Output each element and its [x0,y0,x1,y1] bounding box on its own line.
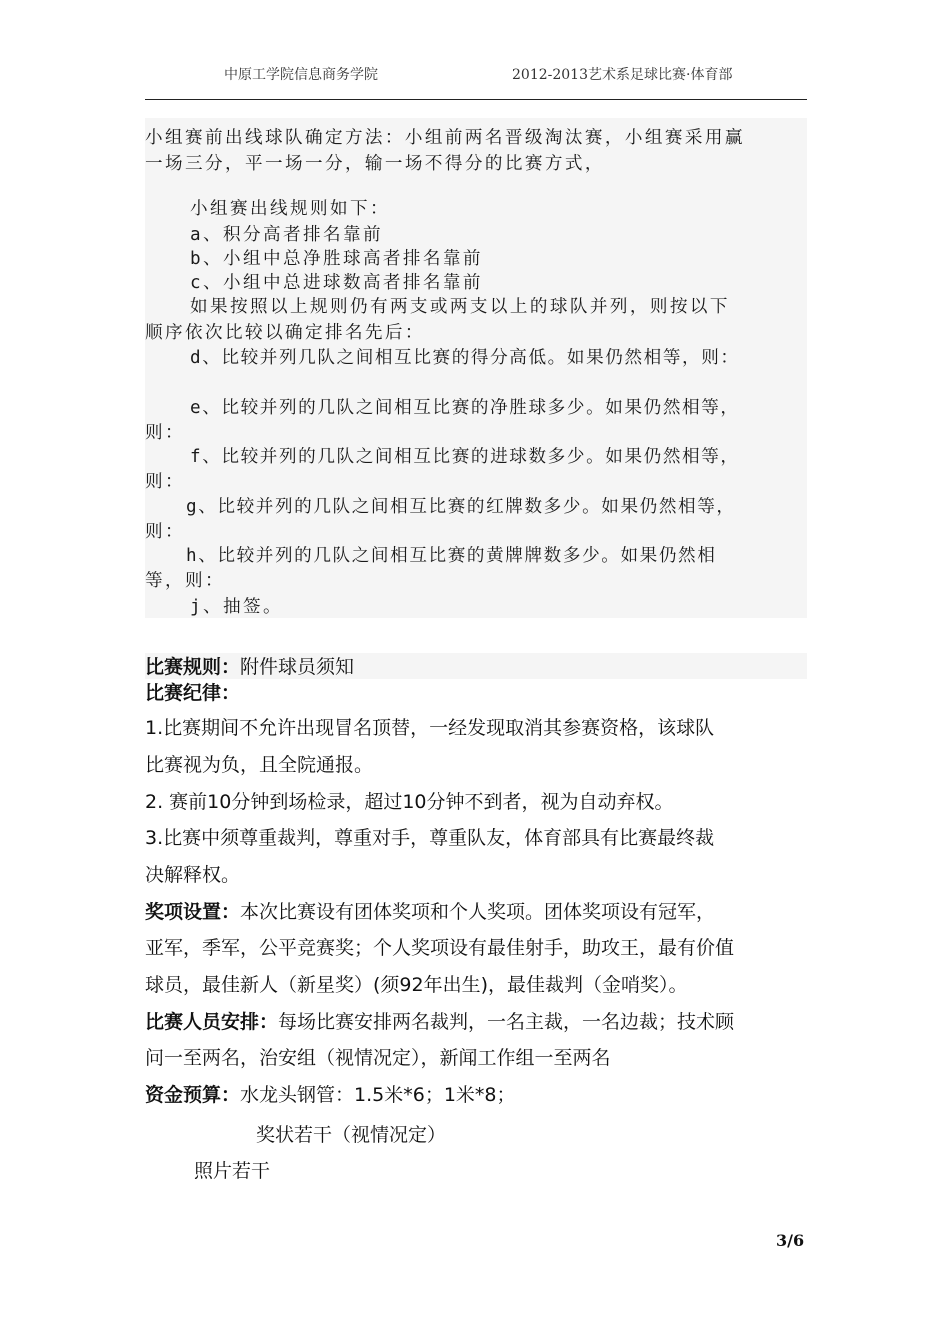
rule-b: b、小组中总净胜球高者排名靠前 [190,249,483,269]
awards-line2: 亚军，季军，公平竞赛奖；个人奖项设有最佳射手，助攻王，最有价值 [145,937,735,959]
rule-e-line1: e、比较并列的几队之间相互比赛的净胜球多少。如果仍然相等， [190,398,740,418]
awards-line1 [145,897,715,927]
awards-line3: 球员，最佳新人（新星奖）(须92年出生)，最佳裁判（金哨奖）。 [145,974,688,996]
budget-line2: 奖状若干（视情况定） [256,1124,447,1146]
discipline-item2: 2. 赛前10分钟到场检录，超过10分钟不到者，视为自动弃权。 [145,791,674,813]
rule-f-line1: f、比较并列的几队之间相互比赛的进球数多少。如果仍然相等， [190,447,740,467]
discipline-item1-line2: 比赛视为负，且全院通报。 [145,754,374,776]
rule-f-line2: 则： [145,472,185,492]
page-header [0,64,950,88]
discipline-item3-line2: 决解释权。 [145,864,241,886]
rule-a: a、积分高者排名靠前 [190,225,383,245]
rule-g-line2: 则： [145,522,185,542]
budget-label: 资金预算： [145,1084,241,1106]
match-rules-label: 比赛规则： [145,656,241,678]
intro-line1: 小组赛前出线球队确定方法：小组前两名晋级淘汰赛，小组赛采用赢 [145,128,745,148]
awards-label: 奖项设置： [145,901,241,923]
header-rule [145,99,807,100]
intro-line2: 一场三分，平一场一分，输一场不得分的比赛方式， [145,154,605,174]
rule-h-line1: h、比较并列的几队之间相互比赛的黄牌牌数多少。如果仍然相 [186,546,717,566]
budget-line3: 照片若干 [194,1160,271,1182]
staff-line2: 问一至两名，治安组（视情况定），新闻工作组一至两名 [145,1047,611,1069]
awards-text1: 本次比赛设有团体奖项和个人奖项。团体奖项设有冠军， [240,901,716,923]
rule-g-line1: g、比较并列的几队之间相互比赛的红牌数多少。如果仍然相等， [186,497,736,517]
staff-text1: 每场比赛安排两名裁判，一名主裁，一名边裁；技术顾 [278,1011,735,1033]
budget-line1 [145,1080,516,1110]
match-rules-text: 附件球员须知 [240,656,355,678]
header-school: 中原工学院信息商务学院 [224,67,378,83]
tie-line2: 顺序依次比较以确定排名先后： [145,323,425,343]
staff-line1 [145,1007,734,1037]
rule-d: d、比较并列几队之间相互比赛的得分高低。如果仍然相等，则： [190,348,740,368]
header-event: 2012-2013艺术系足球比赛·体育部 [512,67,733,83]
rule-h-line2: 等，则： [145,571,225,591]
discipline-item1-line1: 1.比赛期间不允许出现冒名顶替，一经发现取消其参赛资格，该球队 [145,717,715,739]
tie-line1: 如果按照以上规则仍有两支或两支以上的球队并列，则按以下 [190,297,730,317]
rules-title: 小组赛出线规则如下： [190,199,390,219]
staff-label: 比赛人员安排： [145,1011,279,1033]
rule-c: c、小组中总进球数高者排名靠前 [190,273,483,293]
rule-j: j、抽签。 [190,597,283,617]
page-number: 3/6 [776,1231,805,1250]
budget-text1: 水龙头钢管：1.5米*6；1米*8； [240,1084,516,1106]
rule-e-line2: 则： [145,423,185,443]
discipline-item3-line1: 3.比赛中须尊重裁判，尊重对手，尊重队友，体育部具有比赛最终裁 [145,827,715,849]
discipline-label: 比赛纪律： [145,682,241,704]
